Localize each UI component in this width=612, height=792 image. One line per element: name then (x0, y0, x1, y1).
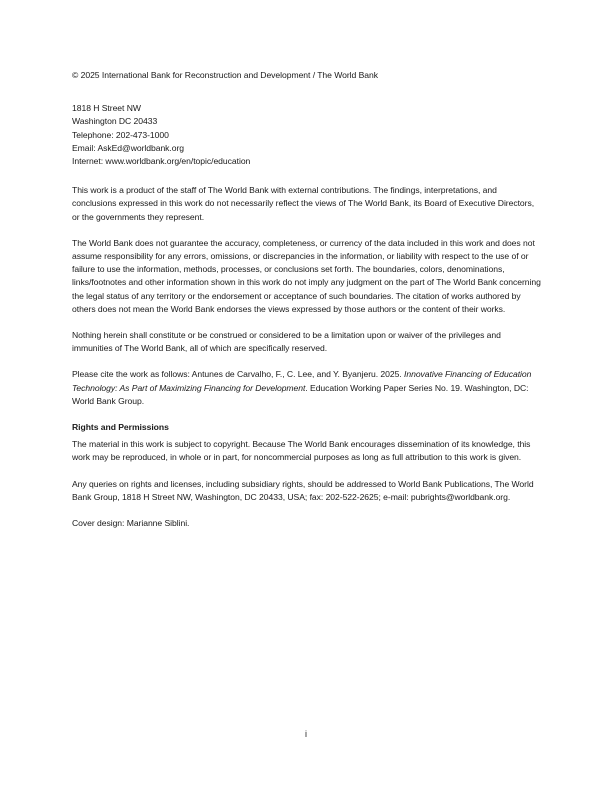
address-street: 1818 H Street NW (72, 103, 141, 114)
rights-paragraph-1: The material in this work is subject to copyright. Because The World Bank encourages dissemination of its knowledge, this work may be reproduced, in whole or in part, for noncommercial purposes as long as full attribution to this work is given. (72, 439, 531, 463)
disclaimer-paragraph-3: Nothing herein shall constitute or be construed or considered to be a limitation upon or waiver of the privileges and immunities of The World Bank, all of which are specifically reserved. (72, 330, 501, 354)
copyright-page (72, 69, 542, 543)
address-email: Email: AskEd@worldbank.org (72, 142, 185, 153)
address-city: Washington DC 20433 (72, 116, 158, 127)
address-internet: Internet: www.worldbank.org/en/topic/education (72, 156, 251, 167)
address-telephone: Telephone: 202-473-1000 (72, 129, 169, 140)
contact-address (72, 102, 542, 168)
disclaimer-paragraph-1: This work is a product of the staff of The World Bank with external contributions. The findings, interpretations, and conclusions expressed in this work do not necessarily reflect the views of The World Bank, its Board of Executive Directors, or the governments they represent. (72, 185, 535, 222)
disclaimer-paragraph-2: The World Bank does not guarantee the accuracy, completeness, or currency of the data included in this work and does not assume responsibility for any errors, omissions, or discrepancies in the information, or liability with respect to the use of or failure to use the information, methods, processes, or conclusions set forth. The boundaries, colors, denominations, links/footnotes and other information shown in this work do not imply any judgment on the part of The World Bank concerning the legal status of any territory or the endorsement or acceptance of such boundaries. The citation of works authored by others does not mean the World Bank endorses the views expressed by those authors or the content of their works. (72, 237, 541, 314)
citation-paragraph (72, 368, 542, 408)
rights-heading: Rights and Permissions (72, 422, 169, 433)
cover-design-credit: Cover design: Marianne Siblini. (72, 518, 190, 529)
citation-prefix: Please cite the work as follows: Antunes de Carvalho, F., C. Lee, and Y. Byanjeru. 2025. (72, 369, 405, 380)
copyright-line: © 2025 International Bank for Reconstruction and Development / The World Bank (72, 70, 378, 80)
page-number: i (305, 729, 307, 739)
citation-title: Innovative Financing of Education Technology: As Part of Maximizing Financing for Development (72, 369, 532, 393)
rights-paragraph-2: Any queries on rights and licenses, including subsidiary rights, should be addressed to World Bank Publications, The World Bank Group, 1818 H Street NW, Washington, DC 20433, USA; fax: 202-522-2625; e-mail: pubrights@worldbank.org. (72, 478, 534, 502)
citation-suffix: . Education Working Paper Series No. 19. Washington, DC: World Bank Group. (72, 382, 529, 406)
